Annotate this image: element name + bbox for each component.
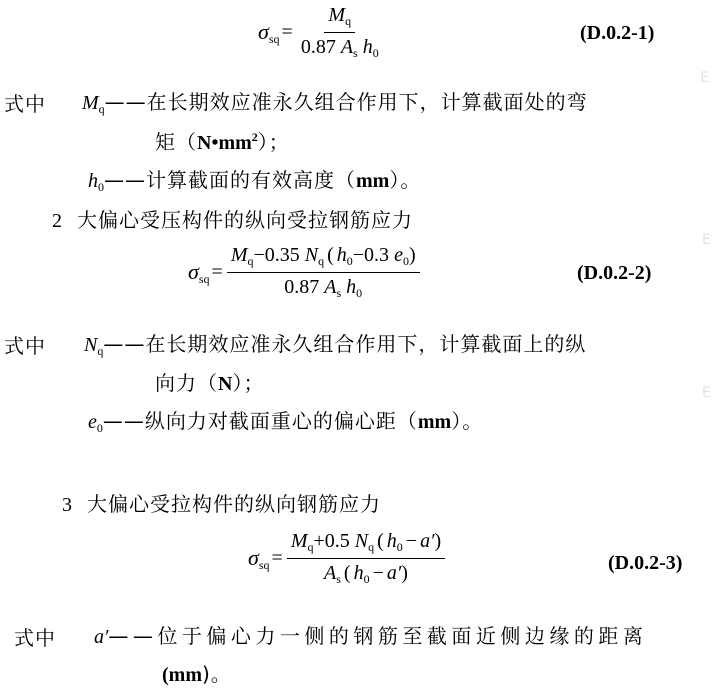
definition-mq: $M_q——$在长期效应准永久组合作用下，计算截面处的弯 [82,90,588,116]
equation-number: (D.0.2-2) [577,262,652,284]
definition-e0: $e_0——$纵向力对截面重心的偏心距（mm）。 [88,409,484,435]
item-3-heading: 3 大偏心受拉构件的纵向钢筋应力 [62,492,381,516]
unit-nmm2: $N•mm^2$ [197,130,258,154]
denominator: $A_s$ ( $h_0 - a'$) [324,562,408,586]
numerator: $M_q$ [324,4,355,33]
item-2-heading: 2 大偏心受压构件的纵向受拉钢筋应力 [52,208,413,232]
definition-h0: $h_0——$计算截面的有效高度（mm）。 [88,168,422,194]
fraction [287,530,445,587]
fraction [227,244,420,301]
definition-a-prime-continued: (mm)。 [162,662,232,686]
equation-number: (D.0.2-3) [608,552,683,574]
definition-mq-continued: 矩$(N•mm^2)$； [155,130,290,154]
where-label: 式中 [14,626,56,650]
watermark-mark: E [702,385,711,401]
numerator: $M_q+0.5$ $N_q$ ( $h_0 - a'$) [287,530,445,559]
mq-symbol: $M_q$ [82,92,105,116]
numerator: $M_q-0.35$ $N_q$ ( $h_0-0.3$ $e_0$) [227,244,420,273]
watermark-mark: E [700,70,709,86]
h0-symbol: $h_0$ [88,170,104,194]
watermark-mark: E [702,232,711,248]
equation-d022: $\sigma_{sq}$ = $\frac{M_q-0.35 N_q ( h_0-0.3 e_0)}{0.87 A_s h_0}$ [188,244,420,301]
equation-d023: $\sigma_{sq}$ = $\frac{M_q+0.5 N_q ( h_0 - a')}{A_s ( h_0 - a')}$ [248,530,445,587]
equation-number: (D.0.2-1) [580,22,655,44]
equation-d021 [258,4,383,61]
where-label: 式中 [4,92,46,116]
definition-nq: $N_q——$在长期效应准永久组合作用下，计算截面上的纵 [84,332,587,358]
sigma-symbol: $\sigma_{sq}$ [258,18,280,46]
denominator: 0.87 $A_s$ $h_0$ [284,276,363,300]
where-label: 式中 [4,334,46,358]
definition-nq-continued: 向力（N）； [155,371,265,395]
equals-sign: = [281,21,293,43]
fraction [297,4,383,61]
definition-a-prime: a′——位于偏心力一侧的钢筋至截面近侧边缘的距离 [94,624,648,648]
denominator: 0.87 $A_s$ $h_0$ [300,36,379,60]
